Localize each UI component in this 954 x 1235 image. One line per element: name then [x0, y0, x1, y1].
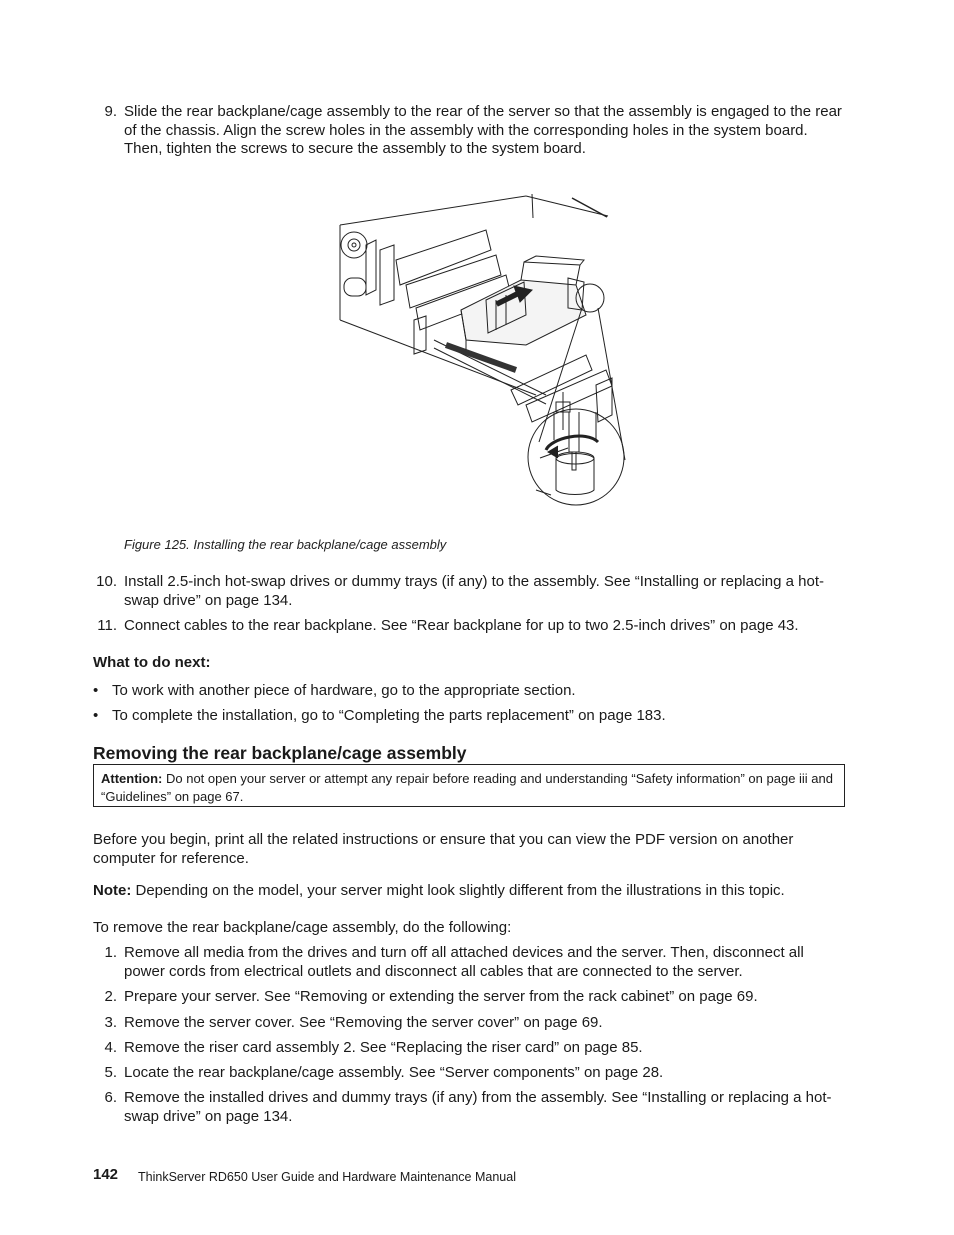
step-text: Locate the rear backplane/cage assembly. See “Server components” on page 28. [124, 1064, 664, 1081]
intro-paragraph: Before you begin, print all the related instructions or ensure that you can view the PDF version on another computer for reference. [93, 831, 794, 867]
step-9 [93, 103, 845, 159]
section-title: Removing the rear backplane/cage assembly [93, 743, 467, 763]
removal-step-5 [93, 1064, 845, 1083]
step-number: 10. [96, 573, 117, 590]
step-text: Remove the server cover. See “Removing the server cover” on page 69. [124, 1014, 603, 1031]
step-text: Remove the riser card assembly 2. See “Replacing the riser card” on page 85. [124, 1039, 643, 1056]
step-text: Connect cables to the rear backplane. See “Rear backplane for up to two 2.5-inch drives” on page 43. [124, 617, 799, 634]
removal-step-3 [93, 1014, 845, 1033]
figure-caption: Figure 125. Installing the rear backplane/cage assembly [124, 537, 447, 552]
attention-label: Attention: [101, 771, 163, 786]
step-10 [93, 573, 845, 610]
step-number: 5. [104, 1064, 117, 1081]
step-11 [93, 617, 845, 636]
bullet-dot: • [93, 682, 99, 699]
bullet-text: To work with another piece of hardware, go to the appropriate section. [112, 682, 576, 699]
lead-paragraph: To remove the rear backplane/cage assembly, do the following: [93, 919, 512, 936]
step-number: 11. [97, 617, 117, 634]
removal-step-6 [93, 1089, 845, 1126]
step-number: 9. [104, 103, 117, 120]
footer-title: ThinkServer RD650 User Guide and Hardware Maintenance Manual [138, 1170, 516, 1184]
backplane-installation-illustration [336, 190, 628, 515]
note-paragraph [93, 882, 845, 901]
attention-box [93, 764, 845, 807]
bullet-dot: • [93, 707, 99, 724]
step-number: 2. [104, 988, 117, 1005]
bullet-text: To complete the installation, go to “Completing the parts replacement” on page 183. [112, 707, 666, 724]
step-number: 6. [104, 1089, 117, 1106]
step-number: 4. [104, 1039, 117, 1056]
next-heading: What to do next: [93, 654, 211, 671]
next-bullet-1 [93, 682, 845, 701]
step-text: Remove the installed drives and dummy trays (if any) from the assembly. See “Installing or replacing a hot-swap drive” on page 134. [124, 1089, 832, 1125]
page-number: 142 [93, 1166, 119, 1183]
step-text: Install 2.5-inch hot-swap drives or dummy trays (if any) to the assembly. See “Installing or replacing a hot-swap drive” on page 134. [124, 573, 825, 609]
note-text: Depending on the model, your server might look slightly different from the illustrations in this topic. [131, 882, 785, 899]
removal-step-1 [93, 944, 845, 981]
next-bullet-2 [93, 707, 845, 726]
step-number: 3. [104, 1014, 117, 1031]
note-label: Note: [93, 882, 132, 899]
removal-step-2 [93, 988, 845, 1007]
step-number: 1. [104, 944, 117, 961]
step-text: Remove all media from the drives and turn off all attached devices and the server. Then, disconnect all power cords from electrical outlets and disconnect all cables that are connected to the server. [124, 944, 804, 980]
removal-step-4 [93, 1039, 845, 1058]
step-text: Prepare your server. See “Removing or extending the server from the rack cabinet” on page 69. [124, 988, 758, 1005]
step-text: Slide the rear backplane/cage assembly to the rear of the server so that the assembly is engaged to the rear of the chassis. Align the screw holes in the assembly with the corresponding holes in the system board. Then, tighten the screws to secure the assembly to the system board. [124, 103, 842, 157]
attention-text: Do not open your server or attempt any repair before reading and understanding “Safety information” on page iii and “Guidelines” on page 67. [101, 771, 833, 804]
